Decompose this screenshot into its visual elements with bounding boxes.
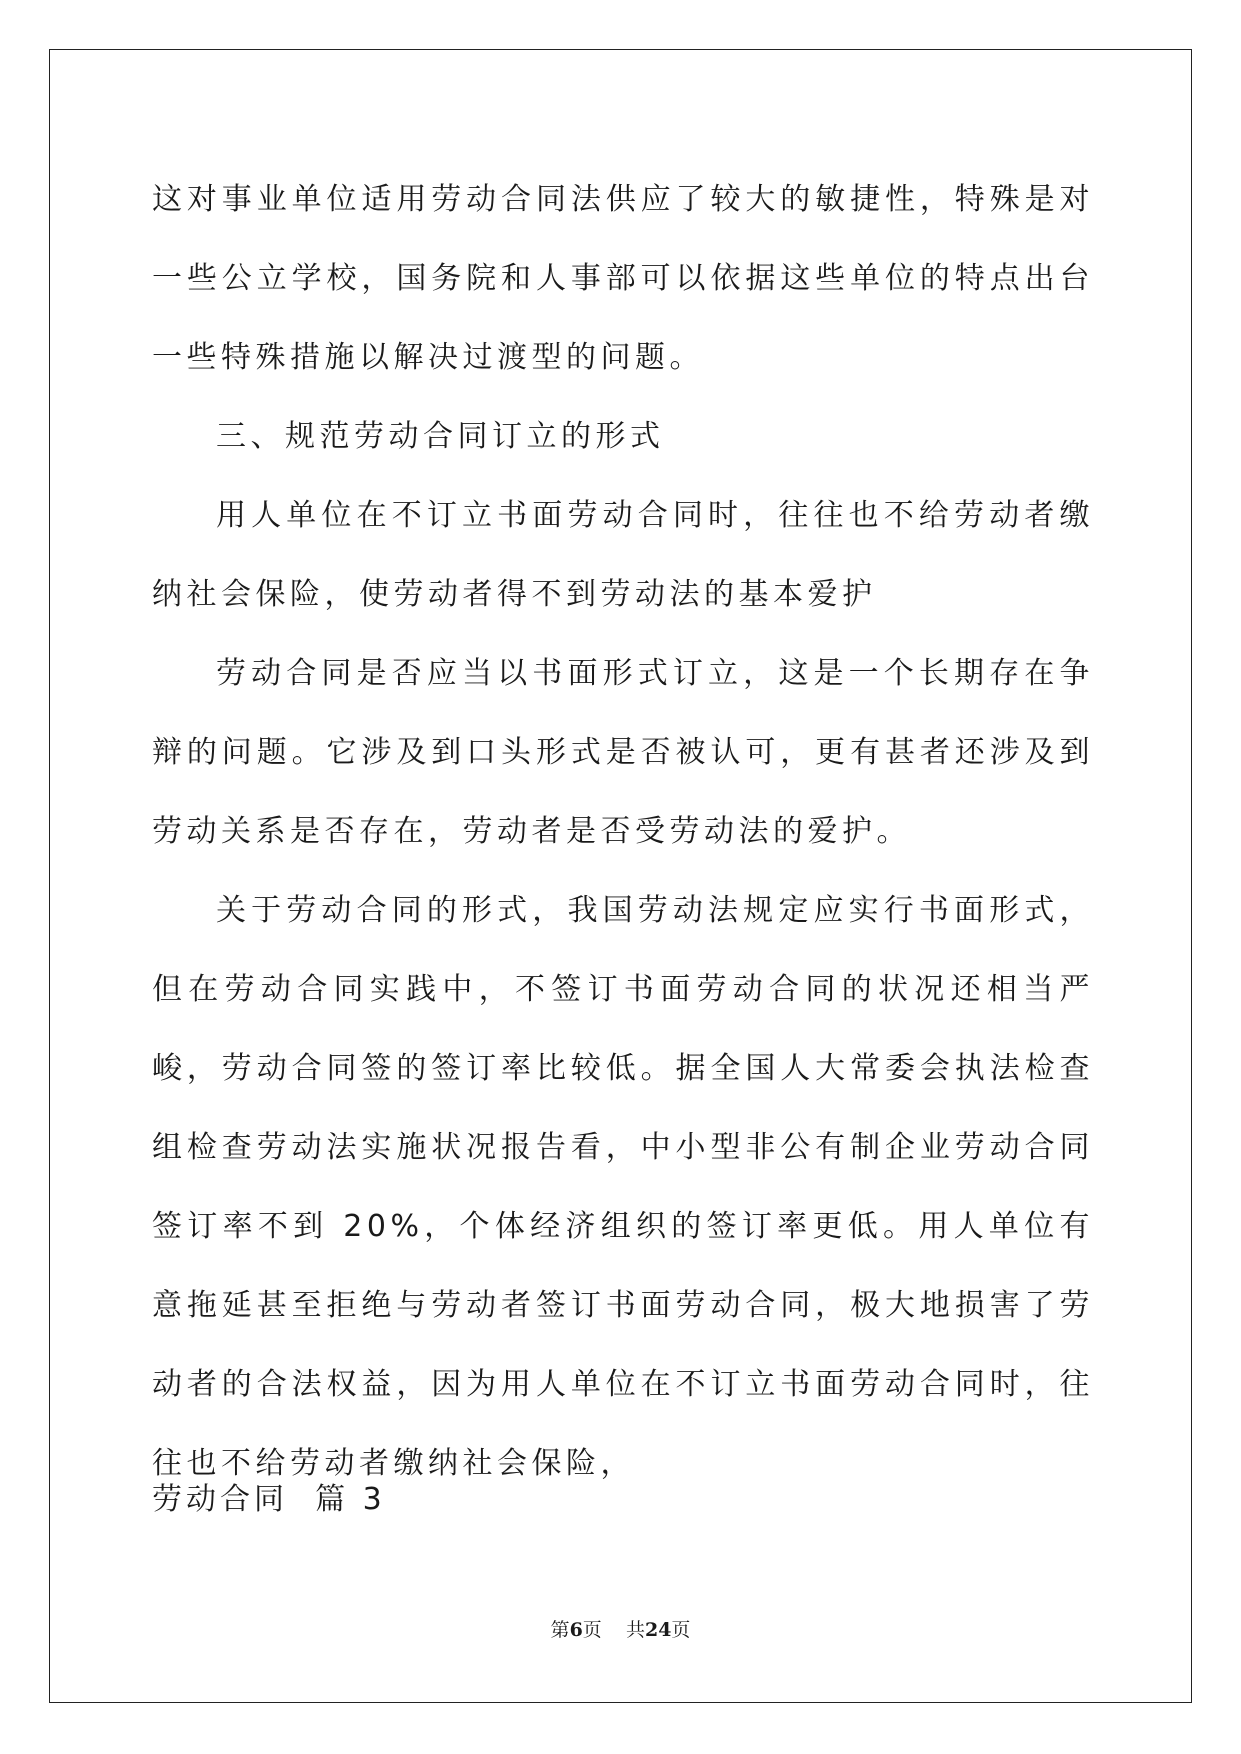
paragraph: 劳动合同是否应当以书面形式订立，这是一个长期存在争辩的问题。它涉及到口头形式是否被认可，更有甚者还涉及到劳动关系是否存在，劳动者是否受劳动法的爱护。: [152, 656, 1094, 849]
paragraph-continuation: 这对事业单位适用劳动合同法供应了较大的敏捷性，特殊是对一些公立学校，国务院和人事部可以依据这些单位的特点出台一些特殊措施以解决过渡型的问题。: [152, 182, 1094, 375]
footer-middle: 页 共: [582, 1619, 645, 1641]
paragraph: 关于劳动合同的形式，我国劳动法规定应实行书面形式，但在劳动合同实践中，不签订书面劳动合同的状况还相当严峻，劳动合同签的签订率比较低。据全国人大常委会执法检查组检查劳动法实施状况报告看，中小型非公有制企业劳动合同签订率不到 20%，个体经济组织的签订率更低。用人单位有意拖延甚至拒绝与劳动者签订书面劳动合同，极大地损害了劳动者的合法权益，因为用人单位在不订立书面劳动合同时，往往也不给劳动者缴纳社会保险，: [152, 893, 1094, 1481]
document-body: [152, 160, 1094, 1503]
current-page-number: 6: [569, 1619, 583, 1641]
article-heading: 劳动合同 篇 3: [152, 1482, 386, 1517]
paragraph: 用人单位在不订立书面劳动合同时，往往也不给劳动者缴纳社会保险，使劳动者得不到劳动法的基本爱护: [152, 498, 1094, 612]
footer-suffix: 页: [671, 1619, 691, 1641]
section-heading: 三、规范劳动合同订立的形式: [216, 419, 665, 454]
footer-prefix: 第: [550, 1619, 570, 1641]
page-footer: [0, 1615, 1241, 1642]
total-pages-number: 24: [644, 1619, 672, 1641]
